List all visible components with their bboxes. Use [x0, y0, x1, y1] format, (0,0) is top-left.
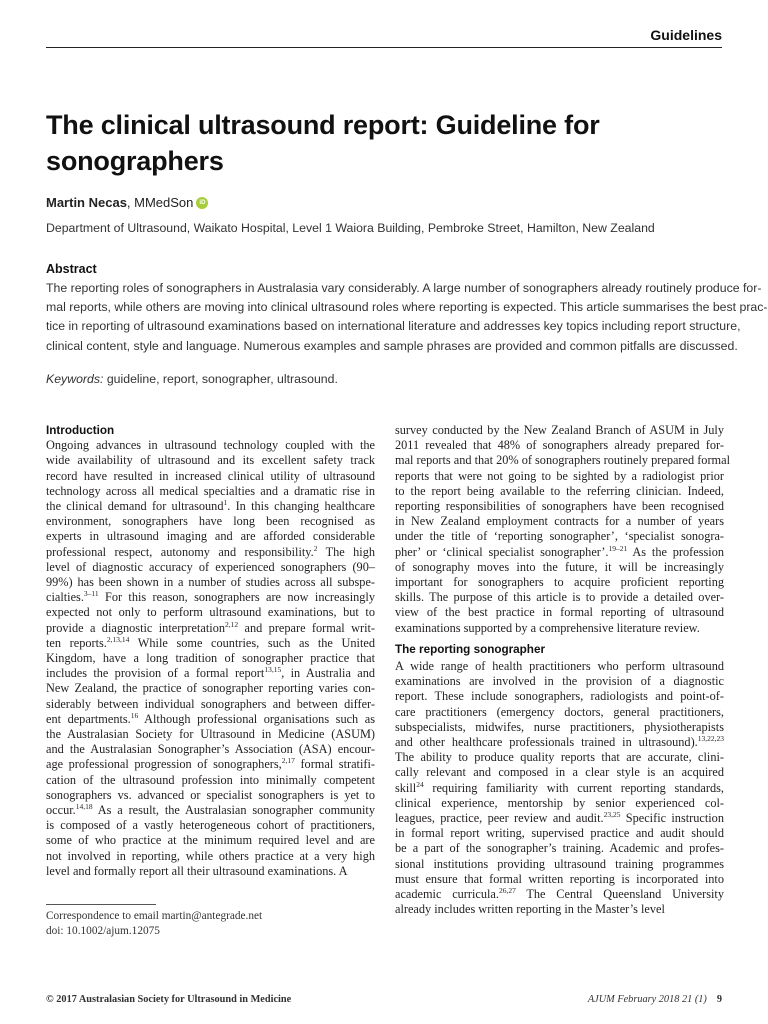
correspondence-rule — [46, 904, 156, 905]
text-line: report. These include sonographers, radiologists and point-of- — [395, 689, 724, 704]
doi[interactable]: doi: 10.1002/ajum.12075 — [46, 925, 160, 937]
text-line: examinations are involved in the provision of a diagnostic — [395, 674, 724, 689]
text-line: the clinical demand for ultrasound$^1$. In this changing healthcare — [46, 498, 375, 514]
correspondence-email[interactable]: Correspondence to email martin@antegrade.net — [46, 910, 263, 922]
right-column — [395, 423, 730, 918]
text-line: ten reports.$^{2,13,14}$ While some countries, such as the United — [46, 634, 375, 650]
text-line: New Zealand, the practice of sonographer reporting varies con- — [46, 681, 375, 696]
text-line: in formal report writing, supervised practice and audit should — [395, 826, 724, 841]
text-line: important for sonographers to acquire proficient reporting — [395, 575, 724, 590]
reporting-sonographer-text — [395, 659, 724, 917]
keywords-text: guideline, report, sonographer, ultrasound. — [103, 372, 338, 386]
text-line: and the Australasian Sonographer’s Association (ASA) encour- — [46, 742, 375, 757]
citation-ref[interactable]: 24 — [416, 779, 424, 789]
abstract-body — [46, 279, 768, 356]
text-line: academic curricula.$^{26,27}$ The Central Queensland University — [395, 886, 724, 902]
text-line: be a part of the sonographer’s training. Academic and profes- — [395, 841, 724, 856]
text-line: skills. The purpose of this article is to provide a detailed over- — [395, 590, 724, 605]
text-line: cation of the ultrasound profession into minimally competent — [46, 772, 375, 787]
text-line: level and formally report all their ultrasound examinations. A — [46, 863, 348, 878]
correspondence — [46, 909, 262, 939]
text-line: already includes written reporting in the Master’s level — [395, 902, 665, 917]
author-degree: , MMedSon — [126, 195, 194, 210]
text-line: ent departments.$^{16}$ Although professional organisations such as — [46, 710, 375, 726]
citation-ref[interactable]: 13,22,23 — [697, 734, 724, 744]
text-line: is composed of a vastly heterogeneous cohort of practitioners, — [46, 818, 375, 833]
text-line: to the report being available to the referring clinician. Indeed, — [395, 483, 724, 498]
text-line: The ability to produce quality reports that are accurate, clini- — [395, 750, 724, 765]
left-column — [46, 423, 375, 879]
text-line: of sonography moves into the future, it will be increasingly — [395, 559, 724, 574]
citation-ref[interactable]: 3–11 — [83, 589, 99, 599]
abstract-line: tice in reporting of ultrasound examinations based on international literature and addresses key topics including report structure, — [46, 319, 741, 334]
text-line: 99%) has been shown in a number of studies across all subspe- — [46, 575, 375, 590]
citation-ref[interactable]: 2,17 — [281, 756, 295, 766]
introduction-text — [46, 438, 375, 879]
author-affiliation: Department of Ultrasound, Waikato Hospital, Level 1 Waiora Building, Pembroke Street, Hamilton, New Zealand — [46, 221, 655, 235]
author-line — [46, 195, 208, 210]
text-line: sional institutions providing ultrasound training programmes — [395, 856, 724, 871]
text-line: professional respect, autonomy and responsibility.$^2$ The high — [46, 543, 375, 559]
text-line: under the title of ‘reporting sonographer’, ‘specialist sonogra- — [395, 529, 724, 544]
citation-ref[interactable]: 2 — [313, 543, 318, 553]
text-line: cally relevant and composed in a clear style is an acquired — [395, 765, 724, 780]
citation-ref[interactable]: 19–21 — [608, 543, 628, 553]
author-name[interactable]: Martin Necas — [46, 195, 127, 210]
text-line: the Australasian Society for Ultrasound in Medicine (ASUM) — [46, 727, 375, 742]
keywords — [46, 372, 338, 386]
orcid-icon[interactable]: iD — [196, 197, 208, 209]
header-rule — [46, 47, 722, 48]
text-line: occur.$^{14,18}$ As a result, the Australasian sonographer community — [46, 802, 375, 818]
text-line: and other healthcare professionals trained in ultrasound).$^{13,22,23}$ — [395, 734, 724, 750]
abstract-line: mal reports, while others are moving into clinical ultrasound roles where reporting is expected. This article summarises the best prac- — [46, 300, 768, 315]
text-line: mal reports and that 20% of sonographers routinely prepared formal — [395, 453, 730, 468]
section-heading-reporting-sonographer: The reporting sonographer — [395, 642, 545, 656]
text-line: survey conducted by the New Zealand Branch of ASUM in July — [395, 423, 724, 437]
text-line: reporting responsibilities of sonographers have been recognised — [395, 499, 724, 514]
citation-ref[interactable]: 1 — [223, 498, 228, 508]
text-line: record have resulted in increased clinical utility of ultrasound — [46, 468, 375, 483]
text-line: clinical experience, mentorship by senior experienced col- — [395, 795, 724, 810]
text-line: leagues, practice, peer review and audit.$^{23,25}$ Specific instruction — [395, 810, 724, 826]
text-line: examinations supported by a comprehensive literature review. — [395, 620, 700, 635]
citation-ref[interactable]: 23,25 — [603, 810, 621, 820]
introduction-continued-text — [395, 423, 730, 636]
text-line: A wide range of health practitioners who perform ultrasound — [395, 659, 724, 674]
citation-ref[interactable]: 14,18 — [75, 802, 93, 812]
article-title — [46, 107, 726, 179]
text-line: some of who practice at the minimum required level and are — [46, 833, 375, 848]
footer-journal: AJUM February 2018 21 (1) — [587, 994, 707, 1005]
text-line: provide a diagnostic interpretation$^{2,12}$ and prepare formal writ- — [46, 619, 376, 635]
text-line: wide availability of ultrasound and its excellent safety track — [46, 453, 375, 468]
text-line: subspecialists, midwifes, nurse practitioners, physiotherapists — [395, 719, 724, 734]
text-line: must ensure that formal written reporting is incorporated into — [395, 871, 724, 886]
text-line: not involved in reporting, while others practice at a very high — [46, 848, 375, 863]
text-line: Ongoing advances in ultrasound technology coupled with the — [46, 438, 375, 453]
text-line: reports that were not going to be sighted by a radiologist prior — [395, 468, 724, 483]
footer-copyright: © 2017 Australasian Society for Ultrasound in Medicine — [46, 994, 292, 1005]
title-line: The clinical ultrasound report: Guideline for — [46, 110, 600, 140]
text-line: experts in ultrasound imaging and are afforded considerable — [46, 529, 375, 544]
section-heading-introduction: Introduction — [46, 424, 115, 437]
text-line: cialties.$^{3-11}$ For this reason, sonographers are now increasingly — [46, 589, 375, 605]
text-line: skill$^{24}$ requiring familiarity with current reporting standards, — [395, 779, 724, 795]
text-line: age professional progression of sonographers,$^{2,17}$ formal stratifi- — [46, 756, 376, 772]
text-line: in New Zealand employment contracts for a number of years — [395, 514, 724, 529]
text-line: view of the best practice in formal reporting of ultrasound — [395, 605, 724, 620]
citation-ref[interactable]: 26,27 — [498, 886, 516, 896]
page-number: 9 — [716, 994, 722, 1005]
text-line: Kingdom, have a long tradition of sonographer practice that — [46, 651, 375, 666]
text-line: 2011 revealed that 48% of sonographers already prepared for- — [395, 438, 724, 453]
text-line: care practitioners (emergency doctors, general practitioners, — [395, 704, 724, 719]
text-line: expected not only to perform ultrasound examinations, but to — [46, 605, 375, 620]
text-line: pher’ or ‘clinical specialist sonographer’.$^{19-21}$ As the profession — [395, 543, 724, 559]
citation-ref[interactable]: 13,15 — [264, 665, 282, 675]
text-line: environment, sonographers have long been recognised as — [46, 514, 375, 529]
footer-citation — [588, 994, 722, 1005]
abstract-line: clinical content, style and language. Numerous examples and sample phrases are provided and common pitfalls are discussed. — [46, 338, 738, 353]
title-line: sonographers — [46, 146, 224, 176]
text-line: technology across all medical specialties and a dramatic rise in — [46, 483, 375, 498]
abstract-heading: Abstract — [46, 262, 97, 276]
keywords-label: Keywords: — [46, 372, 104, 386]
abstract-line: The reporting roles of sonographers in Australasia vary considerably. A large number of sonographers already routinely produce for- — [46, 281, 762, 295]
text-line: sonographers vs. advanced or specialist sonographers is yet to — [46, 787, 375, 802]
citation-ref[interactable]: 2,13,14 — [106, 634, 130, 644]
section-label: Guidelines — [650, 27, 722, 43]
citation-ref[interactable]: 16 — [130, 710, 139, 720]
citation-ref[interactable]: 2,12 — [225, 619, 239, 629]
text-line: siderably between individual sonographers and between differ- — [46, 696, 375, 711]
text-line: level of diagnostic accuracy of experienced sonographers (90– — [46, 559, 375, 574]
text-line: includes the provision of a formal report$^{13,15}$, in Australia and — [46, 665, 376, 681]
